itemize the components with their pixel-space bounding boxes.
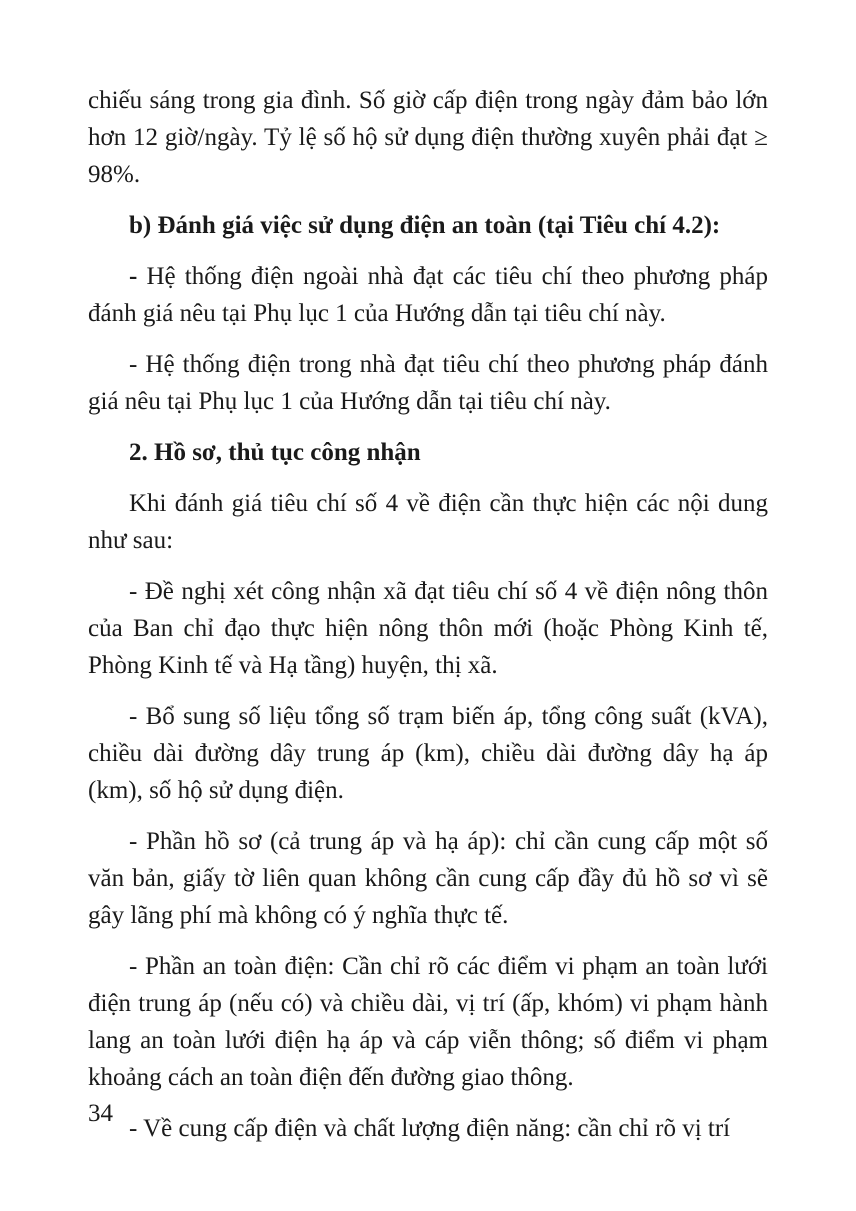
paragraph-power-supply-quality: - Về cung cấp điện và chất lượng điện năng: cần chỉ rõ vị trí: [129, 1115, 731, 1142]
list-dash: -: [129, 263, 138, 290]
paragraph-recognition-proposal: - Đề nghị xét công nhận xã đạt tiêu chí số 4 về điện nông thôn của Ban chỉ đạo thực hiện nông thôn mới (hoặc Phòng Kinh tế, Phòng Kinh tế và Hạ tầng) huyện, thị xã.: [88, 578, 768, 679]
heading-recognition-procedures: 2. Hồ sơ, thủ tục công nhận: [129, 439, 421, 466]
paragraph-intro-contents: Khi đánh giá tiêu chí số 4 về điện cần thực hiện các nội dung như sau:: [88, 490, 768, 554]
paragraph-outdoor-system: [88, 258, 768, 332]
paragraph-indoor-system: - Hệ thống điện trong nhà đạt tiêu chí theo phương pháp đánh giá nêu tại Phụ lục 1 của Hướng dẫn tại tiêu chí này.: [88, 351, 768, 415]
paragraph-lighting-continuation: chiếu sáng trong gia đình. Số giờ cấp điện trong ngày đảm bảo lớn hơn 12 giờ/ngày. Tỷ lệ số hộ sử dụng điện thường xuyên phải đạt ≥ 98%.: [88, 87, 768, 188]
heading-safe-electricity-assessment: b) Đánh giá việc sử dụng điện an toàn (tại Tiêu chí 4.2):: [129, 212, 721, 239]
document-page: [88, 82, 768, 1161]
paragraph-records: - Phần hồ sơ (cả trung áp và hạ áp): chỉ cần cung cấp một số văn bản, giấy tờ liên quan không cần cung cấp đầy đủ hồ sơ vì sẽ gây lãng phí mà không có ý nghĩa thực tế.: [88, 828, 768, 929]
paragraph-supplement-data: - Bổ sung số liệu tổng số trạm biến áp, tổng công suất (kVA), chiều dài đường dây trung áp (km), chiều dài đường dây hạ áp (km), số hộ sử dụng điện.: [88, 703, 768, 804]
paragraph-electrical-safety: - Phần an toàn điện: Cần chỉ rõ các điểm vi phạm an toàn lưới điện trung áp (nếu có) và chiều dài, vị trí (ấp, khóm) vi phạm hành lang an toàn lưới điện hạ áp và cáp viễn thông; số điểm vi phạm khoảng cách an toàn điện đến đường giao thông.: [88, 953, 768, 1091]
page-number: 34: [88, 1100, 113, 1127]
paragraph-outdoor-system-text: Hệ thống điện ngoài nhà đạt các tiêu chí theo phương pháp đánh giá nêu tại Phụ lục 1 của Hướng dẫn tại tiêu chí này.: [88, 263, 768, 327]
